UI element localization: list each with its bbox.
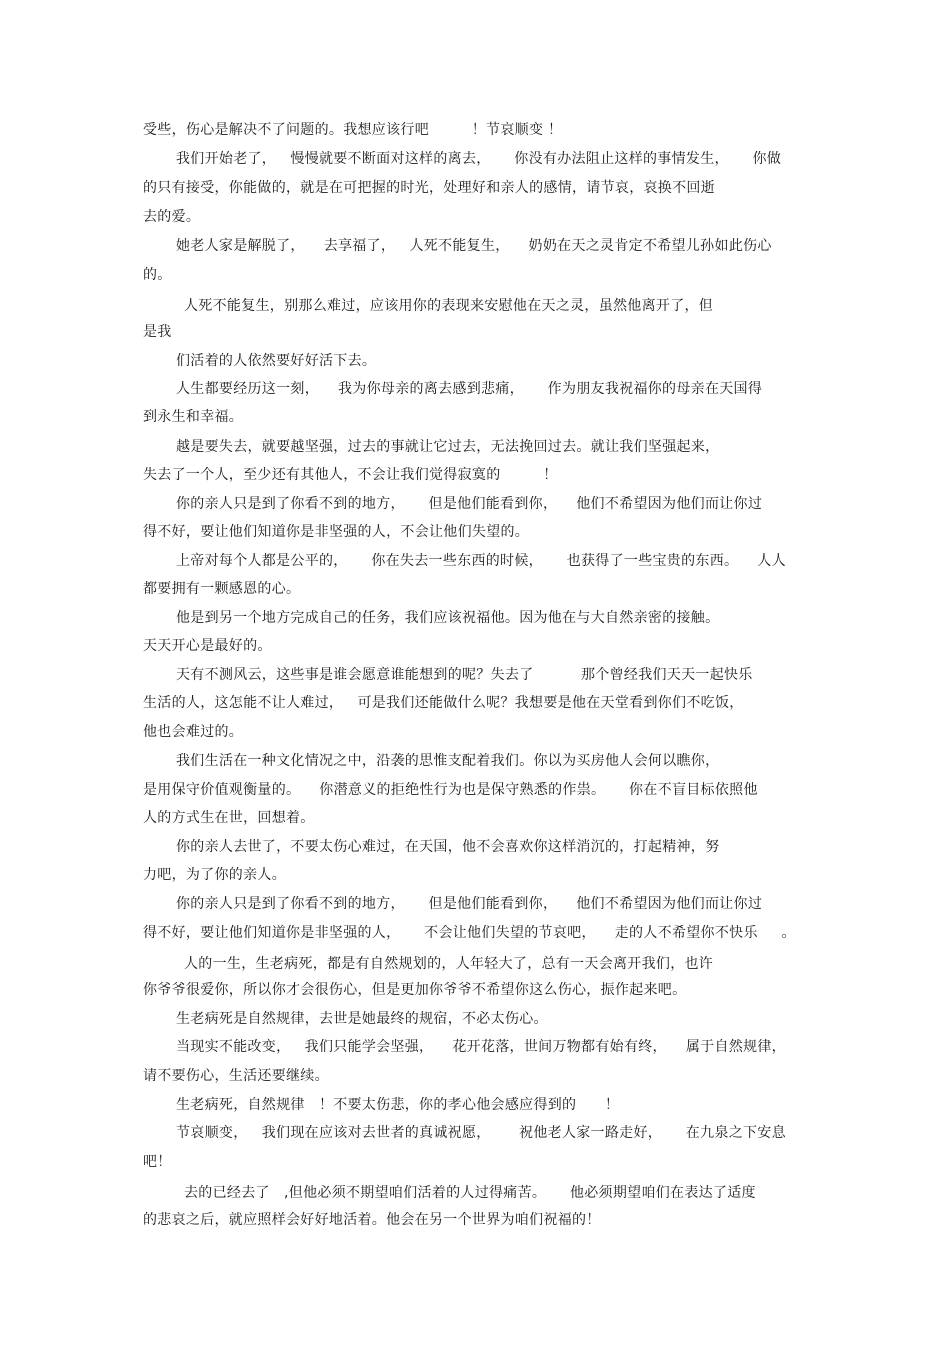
text-line: 你的亲人去世了，不要太伤心难过，在天国，他不会喜欢你这样消沉的，打起精神，努 <box>176 839 720 855</box>
text-line: 去的爱。 <box>143 209 201 225</box>
text-line: 节哀顺变， 我们现在应该对去世者的真诚祝愿， 祝他老人家一路走好， 在九泉之下安息 <box>176 1125 786 1141</box>
text-line: 人生都要经历这一刻， 我为你母亲的离去感到悲痛， 作为朋友我祝福你的母亲在天国得 <box>176 381 763 397</box>
text-line: 得不好，要让他们知道你是非坚强的人，不会让他们失望的。 <box>143 524 530 540</box>
text-line: 去的已经去了 ,但他必须不期望咱们活着的人过得痛苦。 他必须期望咱们在表达了适度 <box>184 1185 756 1201</box>
text-line: 生活的人，这怎能不让人难过， 可是我们还能做什么呢？我想要是他在天堂看到你们不吃饭， <box>143 695 744 711</box>
text-line: 的。 <box>143 267 172 283</box>
text-line: 人死不能复生，别那么难过，应该用你的表现来安慰他在天之灵，虽然他离开了，但 <box>184 298 714 314</box>
text-line: 失去了一个人，至少还有其他人，不会让我们觉得寂寞的 ！ <box>143 467 558 483</box>
text-line: 天天开心是最好的。 <box>143 638 272 654</box>
text-line: 越是要失去，就要越坚强，过去的事就让它过去，无法挽回过去。就让我们坚强起来， <box>176 439 720 455</box>
text-line: 上帝对每个人都是公平的， 你在失去一些东西的时候， 也获得了一些宝贵的东西。 人人 <box>176 553 786 569</box>
text-line: 当现实不能改变， 我们只能学会坚强， 花开花落，世间万物都有始有终， 属于自然规律， <box>176 1039 786 1055</box>
text-line: 我们开始老了， 慢慢就要不断面对这样的离去， 你没有办法阻止这样的事情发生， 你做 <box>176 151 782 167</box>
text-line: 受些，伤心是解决不了问题的。我想应该行吧 ！节哀顺变 ！ <box>143 122 563 138</box>
text-line: 是我 <box>143 324 172 340</box>
text-line: 她老人家是解脱了， 去享福了， 人死不能复生， 奶奶在天之灵肯定不希望儿孙如此伤心 <box>176 238 772 254</box>
text-line: 我们生活在一种文化情况之中，沿袭的思惟支配着我们。你以为买房他人会何以瞧你， <box>176 753 720 769</box>
text-line: 们活着的人依然要好好活下去。 <box>176 353 377 369</box>
text-line: 他是到另一个地方完成自己的任务，我们应该祝福他。因为他在与大自然亲密的接触。 <box>176 610 720 626</box>
text-line: 力吧，为了你的亲人。 <box>143 867 286 883</box>
text-line: 人的方式生在世，回想着。 <box>143 810 315 826</box>
text-line: 吧！ <box>143 1154 172 1170</box>
text-line: 生老病死，自然规律 ！不要太伤悲，你的孝心他会感应得到的 ！ <box>176 1097 620 1113</box>
text-line: 你的亲人只是到了你看不到的地方， 但是他们能看到你， 他们不希望因为他们而让你过 <box>176 496 763 512</box>
text-line: 的只有接受，你能做的，就是在可把握的时光，处理好和亲人的感情，请节哀，哀换不回逝 <box>143 180 715 196</box>
text-line: 是用保守价值观衡量的。 你潜意义的拒绝性行为也是保守熟悉的作祟。 你在不盲目标依照他 <box>143 782 758 798</box>
text-line: 人的一生，生老病死，都是有自然规划的，人年轻大了，总有一天会离开我们，也许 <box>184 956 714 972</box>
text-line: 的悲哀之后，就应照样会好好地活着。他会在另一个世界为咱们祝福的！ <box>143 1212 601 1228</box>
text-line: 请不要伤心，生活还要继续。 <box>143 1068 329 1084</box>
text-line: 你爷爷很爱你，所以你才会很伤心，但是更加你爷爷不希望你这么伤心，振作起来吧。 <box>143 982 687 998</box>
text-line: 都要拥有一颗感恩的心。 <box>143 581 301 597</box>
text-line: 生老病死是自然规律，去世是她最终的规宿，不必太伤心。 <box>176 1011 548 1027</box>
text-line: 得不好，要让他们知道你是非坚强的人， 不会让他们失望的节哀吧， 走的人不希望你不快乐 。 <box>143 925 796 941</box>
text-line: 到永生和幸福。 <box>143 409 244 425</box>
text-line: 他也会难过的。 <box>143 724 244 740</box>
text-line: 你的亲人只是到了你看不到的地方， 但是他们能看到你， 他们不希望因为他们而让你过 <box>176 896 763 912</box>
text-line: 天有不测风云，这些事是谁会愿意谁能想到的呢？失去了 那个曾经我们天天一起快乐 <box>176 667 753 683</box>
